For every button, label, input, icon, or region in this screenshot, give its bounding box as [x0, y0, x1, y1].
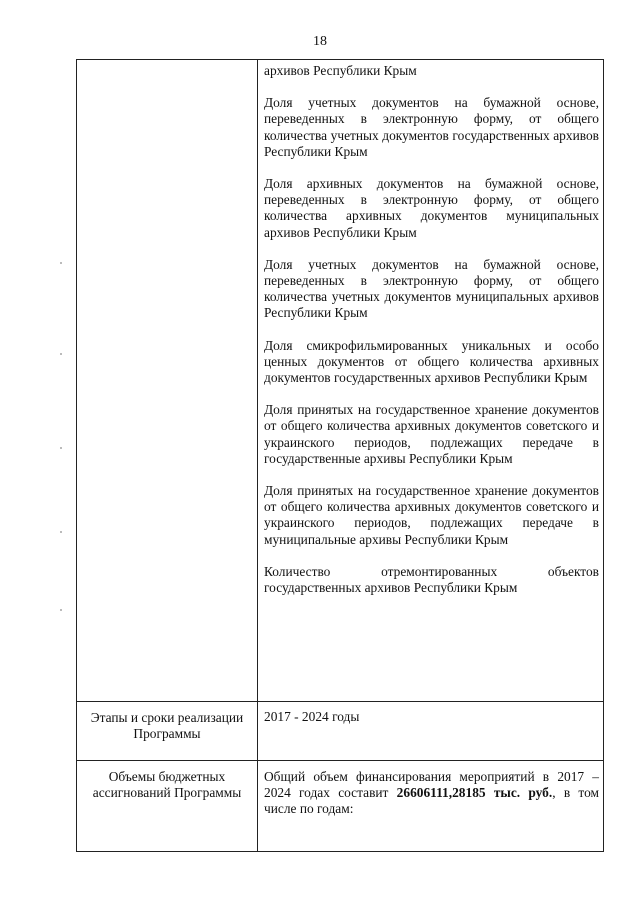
indicator-item: Количество отремонтированных объектов государственных архивов Республики Крым: [264, 563, 599, 596]
budget-text-after: , в том числе по годам:: [264, 785, 599, 817]
indicators-label-cell: [77, 60, 258, 702]
scan-dot: [60, 447, 62, 449]
budget-amount: 26606111,28185 тыс. руб.: [396, 785, 553, 801]
indicators-row: [77, 60, 604, 702]
scan-dot: [60, 353, 62, 355]
indicator-item: Доля архивных документов на бумажной основе, переведенных в электронную форму, от общего количества архивных документов муниципальных архивов Республики Крым: [264, 176, 599, 240]
budget-label: Объемы бюджетных ассигнований Программы: [77, 761, 258, 852]
indicator-item: Доля смикрофильмированных уникальных и особо ценных документов от общего количества архивных документов государственных архивов Республики Крым: [264, 337, 599, 386]
scan-dot: [60, 531, 62, 533]
indicators-value-cell: [258, 60, 604, 702]
budget-text-before: Общий объем финансирования мероприятий в 2017 – 2024 годах составит: [264, 769, 599, 801]
stages-row: [77, 702, 604, 761]
indicator-item: Доля учетных документов на бумажной основе, переведенных в электронную форму, от общего количества учетных документов муниципальных архивов Республики Крым: [264, 256, 599, 321]
stages-label: Этапы и сроки реализации Программы: [77, 702, 258, 761]
program-passport-table: [76, 59, 604, 852]
scan-dot: [60, 609, 62, 611]
page-number: 18: [313, 34, 327, 49]
indicator-item: архивов Республики Крым: [264, 63, 417, 78]
stages-value: 2017 - 2024 годы: [258, 702, 604, 761]
indicator-item: Доля принятых на государственное хранение документов от общего количества архивных документов советского и украинского периодов, подлежащих передаче в муниципальные архивы Республики Крым: [264, 483, 599, 547]
indicator-item: Доля учетных документов на бумажной основе, переведенных в электронную форму, от общего количества учетных документов государственных архивов Республики Крым: [264, 95, 599, 159]
budget-row: [77, 761, 604, 852]
indicator-item: Доля принятых на государственное хранение документов от общего количества архивных документов советского и украинского периодов, подлежащих передаче в государственные архивы Республики Крым: [264, 402, 599, 466]
scan-dot: [60, 262, 62, 264]
budget-value: [258, 761, 604, 852]
